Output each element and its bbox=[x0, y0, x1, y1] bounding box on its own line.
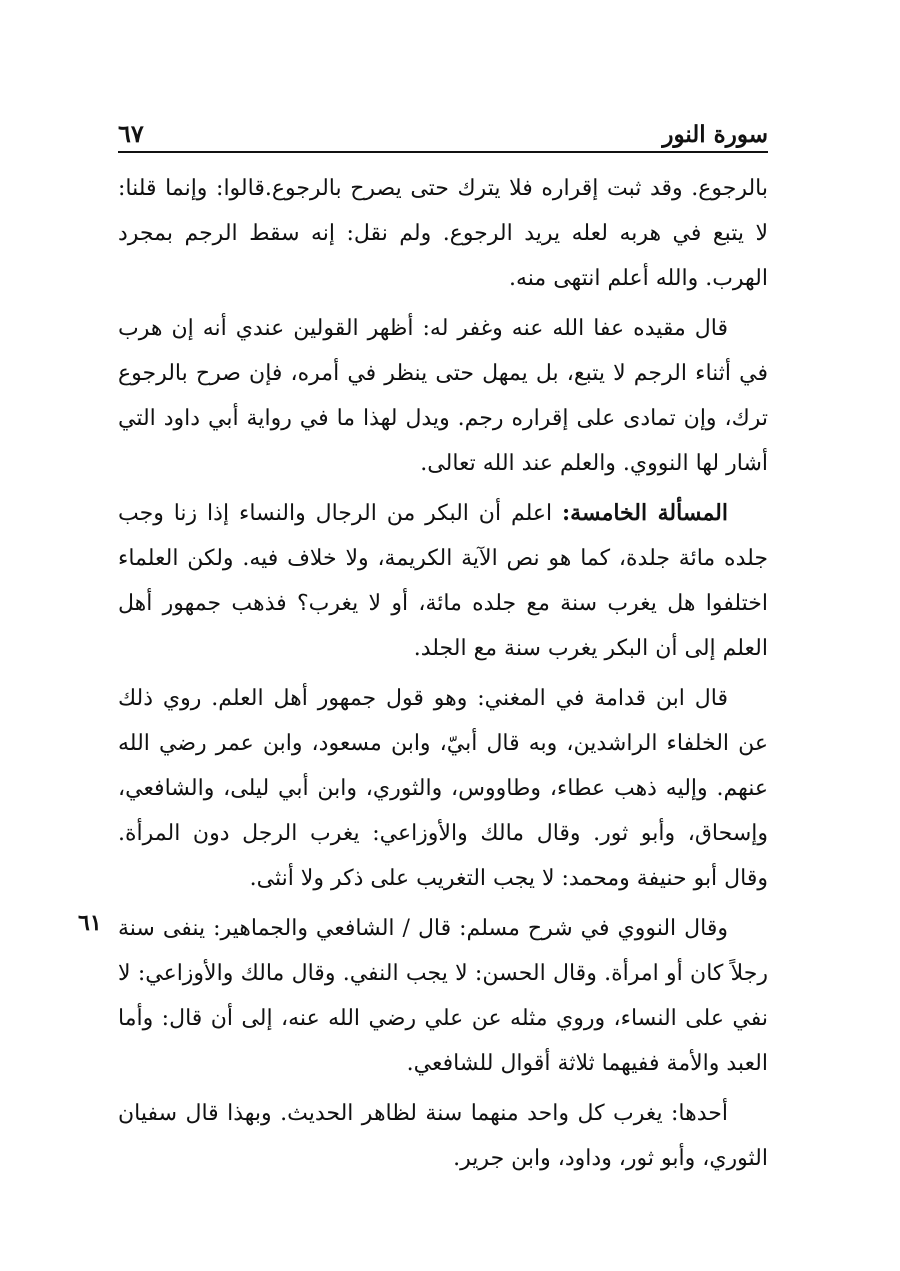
paragraph-3 bbox=[118, 491, 768, 671]
paragraph-4: قال ابن قدامة في المغني: وهو قول جمهور أهل العلم. روي ذلك عن الخلفاء الراشدين، وبه قال أبيّ، وابن مسعود، وابن عمر رضي الله عنهم. وإليه ذهب عطاء، وطاووس، والثوري، وابن أبي ليلى، والشافعي، وإسحاق، وأبو ثور. وقال مالك والأوزاعي: يغرب الرجل دون المرأة. وقال أبو حنيفة ومحمد: لا يجب التغريب على ذكر ولا أنثى. bbox=[118, 686, 768, 891]
running-title: سورة النور bbox=[662, 121, 768, 148]
margin-page-reference: ٦١ bbox=[78, 910, 102, 936]
page-number: ٦٧ bbox=[118, 119, 144, 148]
paragraph-3-text: اعلم أن البكر من الرجال والنساء إذا زنا وجب جلده مائة جلدة، كما هو نص الآية الكريمة، ولا خلاف فيه. ولكن العلماء اختلفوا هل يغرب سنة مع جلده مائة، أو لا يغرب؟ فذهب جمهور أهل العلم إلى أن البكر يغرب سنة مع الجلد. bbox=[118, 501, 768, 661]
paragraph-2: قال مقيده عفا الله عنه وغفر له: أظهر القولين عندي أنه إن هرب في أثناء الرجم لا يتبع، بل يمهل حتى ينظر في أمره، فإن صرح بالرجوع ترك، وإن تمادى على إقراره رجم. ويدل لهذا ما في رواية أبي داود التي أشار لها النووي. والعلم عند الله تعالى. bbox=[118, 316, 768, 476]
page-header bbox=[118, 108, 768, 148]
paragraph-1: بالرجوع. وقد ثبت إقراره فلا يترك حتى يصرح بالرجوع.قالوا: وإنما قلنا: لا يتبع في هربه لعله يريد الرجوع. ولم نقل: إنه سقط الرجم بمجرد الهرب. والله أعلم انتهى منه. bbox=[118, 176, 768, 291]
paragraph-6: أحدها: يغرب كل واحد منهما سنة لظاهر الحديث. وبهذا قال سفيان الثوري، وأبو ثور، وداود، وابن جرير. bbox=[118, 1101, 768, 1171]
paragraph-5: وقال النووي في شرح مسلم: قال / الشافعي والجماهير: ينفى سنة رجلاً كان أو امرأة. وقال الحسن: لا يجب النفي. وقال مالك والأوزاعي: لا نفي على النساء، وروي مثله عن علي رضي الله عنه، إلى أن قال: وأما العبد والأمة ففيهما ثلاثة أقوال للشافعي. bbox=[118, 916, 768, 1076]
page-body bbox=[118, 166, 768, 1186]
header-rule bbox=[118, 151, 768, 153]
section-heading: المسألة الخامسة: bbox=[562, 500, 728, 526]
